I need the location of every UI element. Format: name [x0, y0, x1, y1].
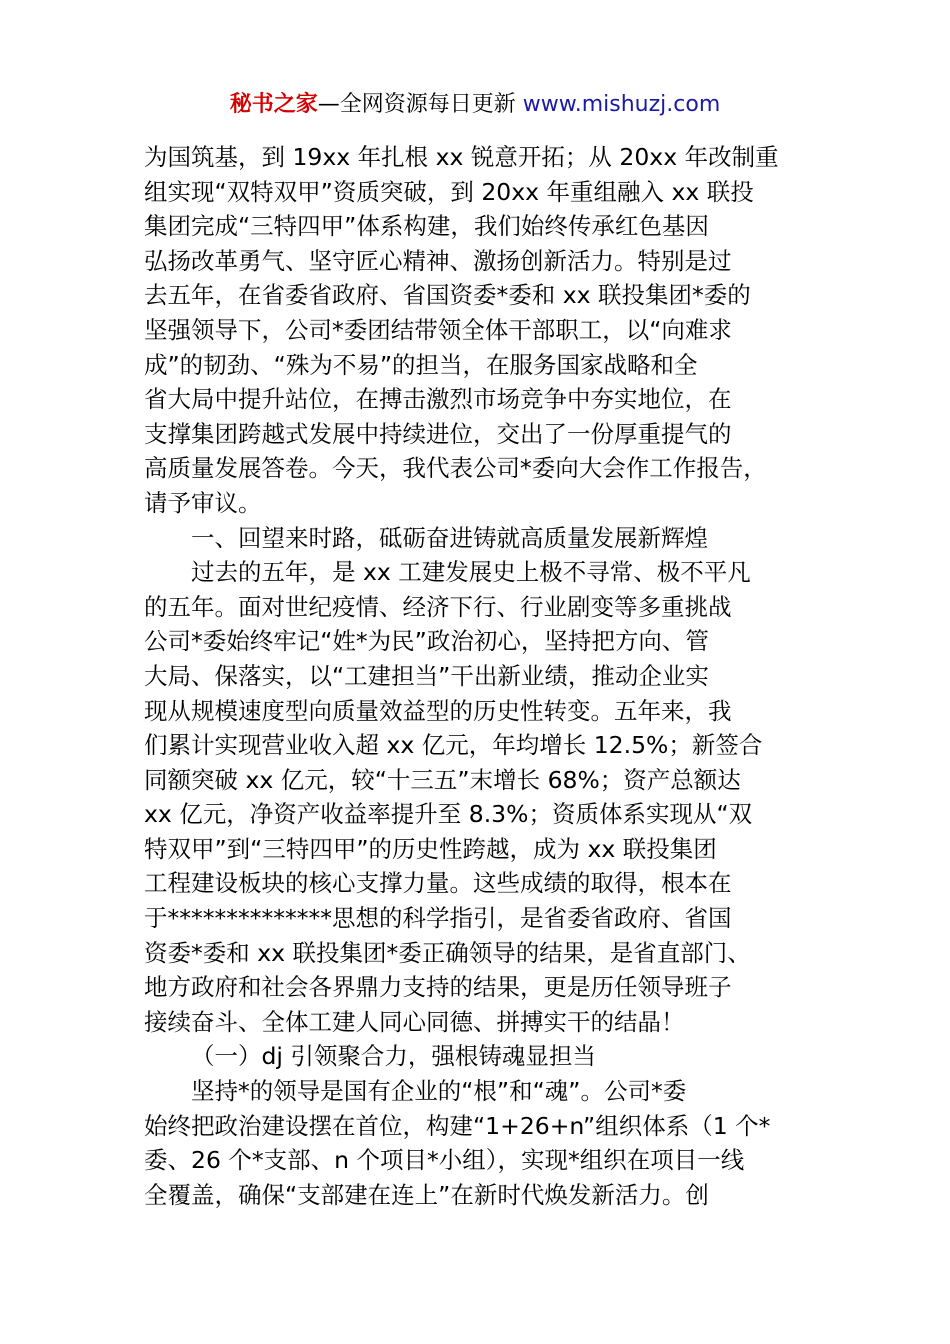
text-line: 全覆盖，确保“支部建在连上”在新时代焕发新活力。创	[144, 1180, 709, 1209]
text-line: 集团完成“三特四甲”体系构建，我们始终传承红色基因	[144, 212, 709, 241]
text-line: 接续奋斗、全体工建人同心同德、拼搏实干的结晶！	[144, 1007, 685, 1036]
text-line: 组实现“双特双甲”资质突破，到 20xx 年重组融入 xx 联投	[144, 177, 754, 206]
text-line: 于**************思想的科学指引，是省委省政府、省国	[144, 904, 732, 933]
text-line: 一、回望来时路，砥砺奋进铸就高质量发展新辉煌	[191, 523, 708, 552]
text-line: 省大局中提升站位，在搏击激烈市场竞争中夯实地位，在	[144, 385, 732, 414]
text-line: 过去的五年，是 xx 工建发展史上极不寻常、极不平凡	[191, 558, 751, 587]
header-tagline: —全网资源每日更新	[317, 92, 516, 117]
site-url: www.mishuzj.com	[522, 92, 721, 117]
document-body	[144, 140, 812, 1212]
text-line: xx 亿元，净资产收益率提升至 8.3%；资质体系实现从“双	[144, 800, 753, 829]
text-line: 坚强领导下，公司*委团结带领全体干部职工，以“向难求	[144, 315, 732, 344]
text-line: 高质量发展答卷。今天，我代表公司*委向大会作工作报告，	[144, 454, 767, 483]
site-header	[0, 90, 950, 120]
text-line: 地方政府和社会各界鼎力支持的结果，更是历任领导班子	[144, 973, 732, 1002]
text-line: 同额突破 xx 亿元，较“十三五”末增长 68%；资产总额达	[144, 765, 741, 794]
text-line: 坚持*的领导是国有企业的“根”和“魂”。公司*委	[191, 1077, 687, 1106]
text-line: 委、26 个*支部、n 个项目*小组），实现*组织在项目一线	[144, 1146, 745, 1175]
brand-name: 秘书之家	[229, 92, 318, 117]
text-line: 去五年，在省委省政府、省国资委*委和 xx 联投集团*委的	[144, 281, 751, 310]
text-line: （一）dj 引领聚合力，强根铸魂显担当	[191, 1042, 596, 1071]
text-line: 现从规模速度型向质量效益型的历史性转变。五年来，我	[144, 696, 732, 725]
text-line: 请予审议。	[144, 488, 262, 517]
text-line: 资委*委和 xx 联投集团*委正确领导的结果，是省直部门、	[144, 938, 751, 967]
text-line: 支撑集团跨越式发展中持续进位，交出了一份厚重提气的	[144, 419, 732, 448]
text-line: 工程建设板块的核心支撑力量。这些成绩的取得，根本在	[144, 869, 732, 898]
text-line: 大局、保落实，以“工建担当”干出新业绩，推动企业实	[144, 661, 709, 690]
text-line: 特双甲”到“三特四甲”的历史性跨越，成为 xx 联投集团	[144, 834, 717, 863]
text-line: 的五年。面对世纪疫情、经济下行、行业剧变等多重挑战	[144, 592, 732, 621]
text-line: 为国筑基，到 19xx 年扎根 xx 锐意开拓；从 20xx 年改制重	[144, 143, 779, 171]
text-line: 们累计实现营业收入超 xx 亿元，年均增长 12.5%；新签合	[144, 731, 763, 760]
text-line: 弘扬改革勇气、坚守匠心精神、激扬创新活力。特别是过	[144, 246, 732, 275]
text-line: 公司*委始终牢记“姓*为民”政治初心，坚持把方向、管	[144, 627, 709, 656]
text-line: 成”的韧劲、“殊为不易”的担当，在服务国家战略和全	[144, 350, 698, 379]
text-line: 始终把政治建设摆在首位，构建“1+26+n”组织体系（1 个*	[144, 1111, 771, 1140]
